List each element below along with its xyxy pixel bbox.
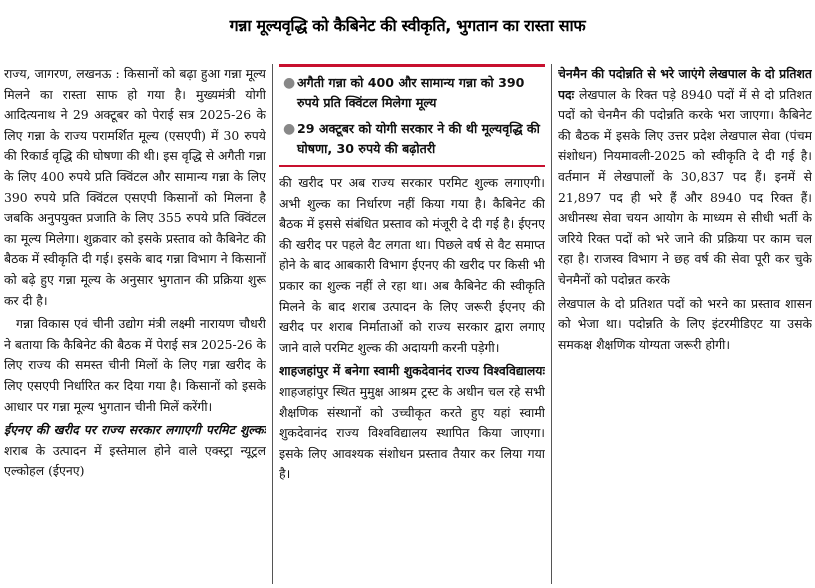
bullet-icon: ● [283,121,296,137]
article-paragraph: लेखपाल के दो प्रतिशत पदों को भरने का प्रस्ताव शासन को भेजा था। पदोन्नति के लिए इंटरमीडिएट या उसके समकक्ष शैक्षणिक योग्यता जरूरी होगी। [558,295,812,352]
article-paragraph [4,420,266,482]
article-paragraph: राज्य, जागरण, लखनऊ : किसानों को बढ़ा हुआ गन्ना मूल्य मिलने का रास्ता साफ हो गया है। मुख्यमंत्री योगी आदित्यनाथ ने 29 अक्टूबर को पेराई सत्र 2025-26 के लिए गन्ना के राज्य परामर्शित मूल्य (एसएपी) में 30 रुपये की रिकार्ड वृद्धि की घोषणा की थी। इस वृद्धि से अगैती गन्ना के लिए 400 रुपये प्रति क्विंटल और सामान्य गन्ना के लिए 390 रुपये प्रति क्विंटल एसएपी किसानों को मिलना है जबकि अनुपयुक्त प्रजाति के लिए 355 रुपये प्रति क्विंटल का मूल्य मिलेगा। शुक्रवार को इसके प्रस्ताव को कैबिनेट की बैठक में स्वीकृति दी गई। इसके बाद गन्ना विभाग ने किसानों को बढ़े हुए गन्ना मूल्य के अनुसार भुगतान की प्रक्रिया शुरू कर दी है। [4,66,266,308]
highlight-item [283,119,541,159]
paragraph-text: शराब के उत्पादन में इस्तेमाल होने वाले एक्स्ट्रा न्यूट्रल एल्कोहल (ईएनए) [4,442,266,479]
column-divider [551,64,552,584]
article-paragraph [558,64,812,291]
highlight-text: अगैती गन्ना को 400 और सामान्य गन्ना को 390 रुपये प्रति क्विंटल मिलेगा मूल्य [297,75,525,110]
article-paragraph: की खरीद पर अब राज्य सरकार परमिट शुल्क लगाएगी। अभी शुल्क का निर्धारण नहीं किया गया है। कैबिनेट की बैठक में इससे संबंधित प्रस्ताव को मंजूरी दे दी गई है। ईएनए की खरीद पर पहले वैट लगता था। पिछले वर्ष से वैट समाप्त होने के बाद आबकारी विभाग ईएनए की खरीद पर किसी भी प्रकार का शुल्क नहीं ले रहा था। अब कैबिनेट की स्वीकृति मिलने के बाद शराब उत्पादन के लिए जरूरी ईएनए की खरीद पर शराब निर्माताओं को राज्य सरकार द्वारा लगाए जाने वाले परमिट शुल्क की अदायगी करनी पड़ेगी। [279,175,545,355]
article-column-2 [279,64,545,584]
subheading: शाहजहांपुर में बनेगा स्वामी शुकदेवानंद राज्य विश्वविद्यालयः [279,363,545,379]
highlights-box [279,64,545,167]
article-paragraph [279,361,545,485]
article-column-3 [558,64,812,584]
bullet-icon: ● [283,75,296,91]
article-paragraph: गन्ना विकास एवं चीनी उद्योग मंत्री लक्ष्मी नारायण चौधरी ने बताया कि कैबिनेट की बैठक में पेराई सत्र 2025-26 के लिए राज्य की समस्त चीनी मिलों के लिए गन्ना खरीद के लिए एसएपी निर्धारित कर दिया गया है। किसानों को इसके आधार पर गन्ना मूल्य भुगतान चीनी मिलें करेंगी। [4,316,266,414]
paragraph-text: शाहजहांपुर स्थित मुमुक्ष आश्रम ट्रस्ट के अधीन चल रहे सभी शैक्षणिक संस्थानों को उच्चीकृत करते हुए यहां स्वामी शुकदेवानंद राज्य विश्वविद्यालय स्थापित किया जाएगा। इसके लिए आवश्यक संशोधन प्रस्ताव तैयार कर लिया गया है। [279,383,545,482]
highlight-item [283,73,541,113]
headline: गन्ना मूल्यवृद्धि को कैबिनेट की स्वीकृति, भुगतान का रास्ता साफ [229,16,586,35]
paragraph-text: लेखपाल के रिक्त पड़े 8940 पदों में से दो प्रतिशत पदों को चेनमैन की पदोन्नति करके भरा जाएगा। कैबिनेट की बैठक में इसके लिए उत्तर प्रदेश लेखपाल सेवा (पंचम संशोधन) नियमावली-2025 को स्वीकृति दे दी गई है। वर्तमान में लेखपालों के 30,837 पद हैं। इनमें से 21,897 पद ही भरे हैं और 8940 पद रिक्त हैं। अधीनस्थ सेवा चयन आयोग के माध्यम से सीधी भर्ती के जरिये रिक्त पदों को भरे जाने की प्रक्रिया पर काम चल रहा है। राजस्व विभाग ने छह वर्ष की सेवा पूरी कर चुके चेनमैनों को पदोन्नत करके [558,86,812,287]
subheading: चेनमैन की पदोन्नति से भरे जाएंगे लेखपाल के दो प्रतिशत पदः [558,66,812,102]
highlight-text: 29 अक्टूबर को योगी सरकार ने की थी मूल्यवृद्धि की घोषणा, 30 रुपये की बढ़ोतरी [297,121,540,156]
subheading: ईएनए की खरीद पर राज्य सरकार लगाएगी परमिट शुल्कः [4,422,266,438]
article-column-1 [4,64,266,584]
column-divider [272,64,273,584]
